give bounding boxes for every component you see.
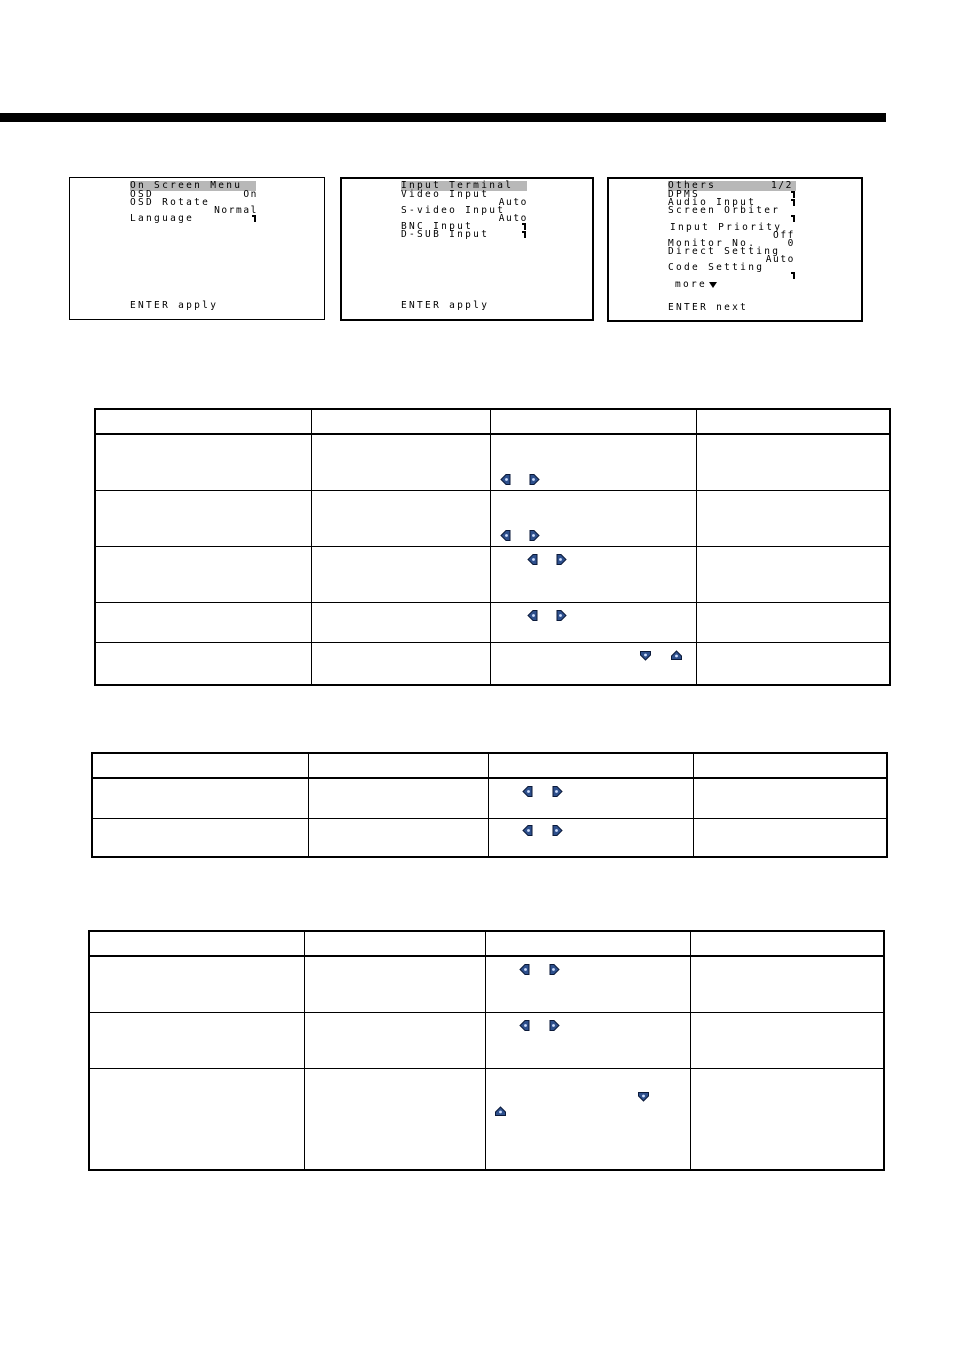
osd-screen-on-screen-menu — [69, 177, 325, 320]
up-arrow-button-icon — [671, 650, 682, 661]
submenu-arrow-icon — [791, 215, 795, 222]
menu-value-s-video-input: Auto — [498, 213, 528, 224]
table-row — [95, 546, 890, 602]
menu-item-osd[interactable]: OSD — [130, 189, 155, 200]
right-arrow-button-icon — [556, 610, 567, 621]
table-row — [95, 602, 890, 642]
menu-more-link[interactable]: more — [675, 279, 708, 290]
settings-table-3 — [88, 930, 885, 1171]
up-arrow-button-icon — [495, 1106, 506, 1117]
menu-item-language[interactable]: Language — [130, 213, 195, 224]
osd-screen-others — [607, 177, 863, 322]
table-header-row — [95, 409, 890, 434]
left-arrow-button-icon — [500, 474, 511, 485]
menu-title: Input Terminal — [401, 181, 527, 191]
menu-value-video-input: Auto — [498, 197, 528, 208]
menu-item-monitor-no[interactable]: Monitor No. — [668, 238, 757, 249]
menu-item-direct-setting[interactable]: Direct Setting — [668, 246, 781, 257]
settings-table-2 — [91, 752, 888, 858]
menu-title: Others — [668, 181, 796, 191]
settings-table-1 — [94, 408, 891, 686]
table-row — [92, 818, 887, 857]
menu-footer: ENTER apply — [401, 300, 490, 311]
menu-item-dpms[interactable]: DPMS — [668, 189, 701, 200]
right-arrow-button-icon — [529, 474, 540, 485]
table-row — [89, 1012, 884, 1068]
menu-value-osd-rotate: Normal — [214, 205, 258, 216]
menu-footer: ENTER next — [668, 302, 749, 313]
down-arrow-button-icon — [638, 1091, 649, 1102]
menu-title: On Screen Menu — [130, 181, 256, 191]
right-arrow-button-icon — [529, 530, 540, 541]
menu-item-code-setting[interactable]: Code Setting — [668, 262, 765, 273]
menu-item-audio-input[interactable]: Audio Input — [668, 197, 757, 208]
submenu-arrow-icon — [522, 231, 526, 238]
down-arrow-button-icon — [640, 650, 651, 661]
right-arrow-button-icon — [552, 825, 563, 836]
menu-value-monitor-no: 0 — [787, 238, 795, 249]
menu-value-direct-setting: Auto — [765, 254, 795, 265]
table-row — [95, 642, 890, 685]
submenu-arrow-icon — [252, 215, 256, 222]
menu-item-input-priority[interactable]: Input Priority — [670, 222, 783, 233]
left-arrow-button-icon — [527, 610, 538, 621]
right-arrow-button-icon — [549, 1020, 560, 1031]
left-arrow-button-icon — [519, 1020, 530, 1031]
left-arrow-button-icon — [522, 825, 533, 836]
submenu-arrow-icon — [522, 223, 526, 230]
header-rule — [0, 113, 886, 122]
table-row — [92, 778, 887, 818]
menu-footer: ENTER apply — [130, 300, 219, 311]
left-arrow-button-icon — [527, 554, 538, 565]
left-arrow-button-icon — [500, 530, 511, 541]
menu-value-input-priority: Off — [773, 230, 795, 241]
table-header-row — [89, 931, 884, 956]
table-row — [89, 1068, 884, 1170]
triangle-down-icon — [709, 282, 717, 288]
menu-item-bnc-input[interactable]: BNC Input — [401, 221, 474, 232]
menu-item-osd-rotate[interactable]: OSD Rotate — [130, 197, 211, 208]
menu-value-osd: On — [243, 189, 258, 200]
submenu-arrow-icon — [791, 199, 795, 206]
right-arrow-button-icon — [556, 554, 567, 565]
menu-item-s-video-input[interactable]: S-video Input — [401, 205, 506, 216]
menu-page-indicator: 1/2 — [771, 180, 793, 191]
osd-screen-input-terminal — [340, 177, 594, 321]
right-arrow-button-icon — [549, 964, 560, 975]
right-arrow-button-icon — [552, 786, 563, 797]
table-row — [95, 490, 890, 546]
menu-item-screen-orbiter[interactable]: Screen Orbiter — [668, 205, 781, 216]
menu-item-video-input[interactable]: Video Input — [401, 189, 490, 200]
left-arrow-button-icon — [519, 964, 530, 975]
left-arrow-button-icon — [522, 786, 533, 797]
table-row — [95, 434, 890, 490]
table-header-row — [92, 753, 887, 778]
submenu-arrow-icon — [791, 191, 795, 198]
menu-item-d-sub-input[interactable]: D-SUB Input — [401, 229, 490, 240]
submenu-arrow-icon — [791, 272, 795, 279]
table-row — [89, 956, 884, 1012]
